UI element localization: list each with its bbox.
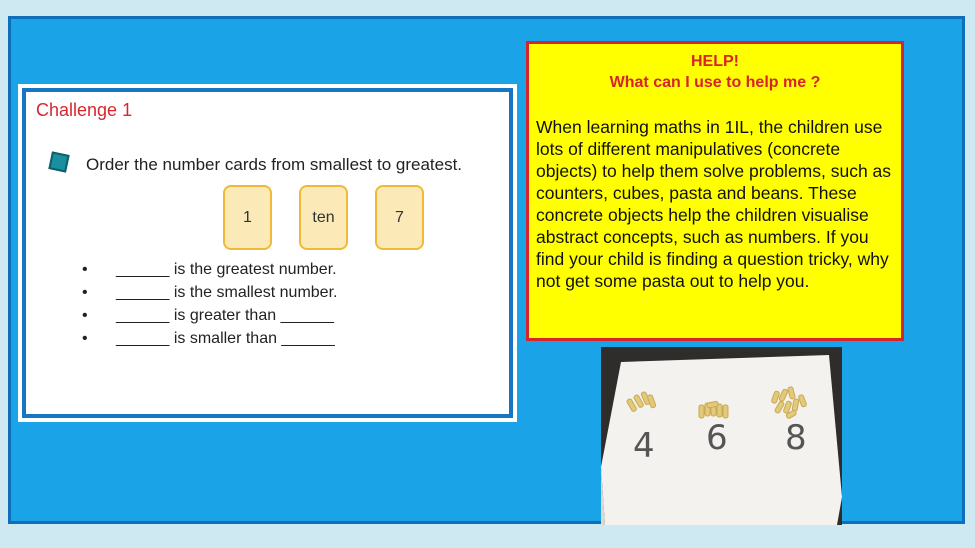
photo-number: 8 xyxy=(785,418,807,458)
photo-number: 4 xyxy=(633,426,655,466)
number-card-label: 1 xyxy=(243,208,252,226)
pasta-photo xyxy=(601,347,842,525)
photo-number: 6 xyxy=(706,418,728,458)
cube-icon xyxy=(48,151,69,172)
statement-item xyxy=(82,304,337,327)
challenge-panel xyxy=(18,84,517,422)
statement-item xyxy=(82,281,337,304)
bullet: • xyxy=(82,307,88,324)
challenge-instruction: Order the number cards from smallest to greatest. xyxy=(86,155,463,174)
statement-list xyxy=(82,258,337,350)
challenge-title: Challenge 1 xyxy=(36,100,133,120)
statement-text: ______ is the greatest number. xyxy=(116,261,337,278)
number-card xyxy=(299,185,348,250)
number-card xyxy=(223,185,272,250)
help-title-line: What can I use to help me ? xyxy=(609,74,821,91)
statement-text: ______ is the smallest number. xyxy=(116,284,338,301)
bullet: • xyxy=(82,284,88,301)
bullet: • xyxy=(82,261,88,278)
help-title xyxy=(529,51,901,93)
bullet: • xyxy=(82,330,88,347)
number-card-label: ten xyxy=(312,208,335,226)
number-card xyxy=(375,185,424,250)
statement-item xyxy=(82,327,337,350)
statement-text: ______ is smaller than ______ xyxy=(116,330,335,347)
number-card-label: 7 xyxy=(395,208,404,226)
challenge-panel-border xyxy=(22,88,513,418)
pasta-photo-drawing xyxy=(601,347,842,525)
help-box xyxy=(526,41,904,341)
help-body-text: When learning maths in 1IL, the children use lots of different manipulatives (concrete objects) to help them solve problems, such as counters, cubes, pasta and beans. These concrete objects help the children visualise abstract concepts, such as numbers. If you find your child is finding a question tricky, why not get some pasta out to help you. xyxy=(536,117,892,291)
statement-text: ______ is greater than ______ xyxy=(116,307,334,324)
help-title-line: HELP! xyxy=(691,53,739,70)
statement-item xyxy=(82,258,337,281)
